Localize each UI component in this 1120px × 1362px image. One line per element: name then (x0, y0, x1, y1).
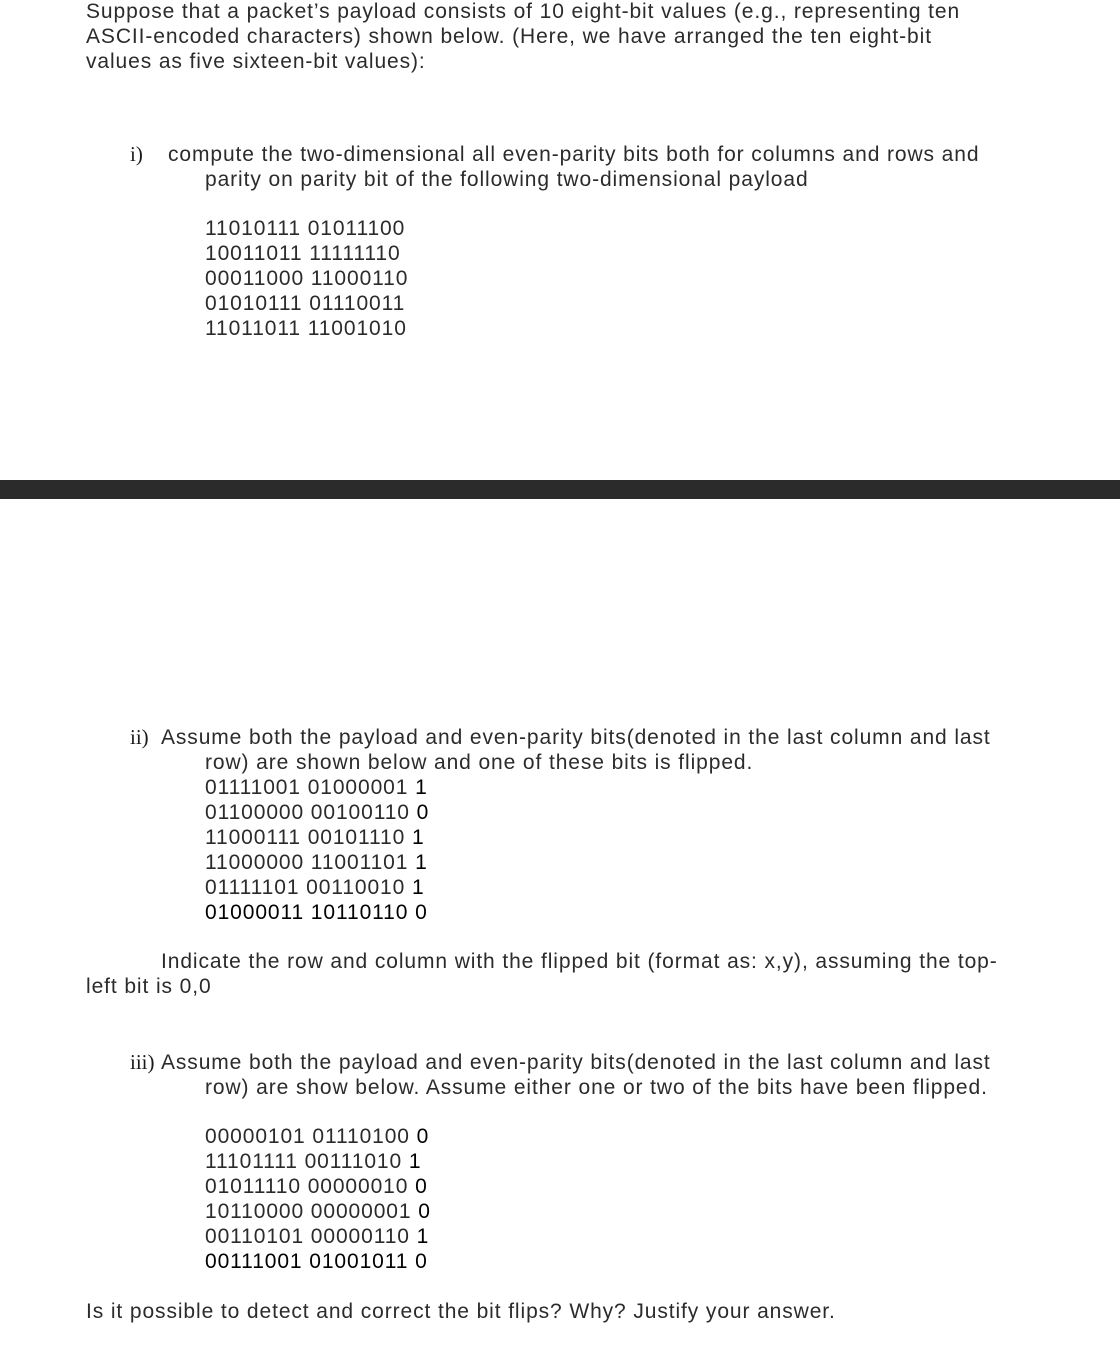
parity-row (205, 900, 429, 925)
payload-row: 11010111 01011100 (205, 217, 406, 240)
question-text: Assume both the payload and even-parity bits(denoted in the last column and last (161, 1051, 991, 1074)
question-text-continued: row) are show below. Assume either one or two of the bits have been flipped. (205, 1076, 988, 1099)
row-parity-bit: 1 (416, 1225, 430, 1248)
row-bits: 00110101 00000110 (205, 1225, 410, 1248)
row-bits: 11101111 00111010 (205, 1150, 403, 1173)
payload-rows-ii (205, 775, 429, 925)
row-bits: 00000101 01110100 (205, 1125, 410, 1148)
payload-row (205, 1124, 431, 1149)
row-bits: 11000000 11001101 (205, 851, 409, 874)
payload-row (205, 1224, 431, 1249)
payload-row (205, 775, 429, 800)
question-text-continued: row) are shown below and one of these bits is flipped. (205, 751, 754, 774)
question-ii-instruction (86, 949, 998, 999)
payload-row: 01010111 01110011 (205, 292, 406, 315)
question-numeral: iii) (130, 1050, 155, 1074)
row-bits: 10110000 00000001 (205, 1200, 412, 1223)
row-bits: 11000111 00101110 (205, 826, 406, 849)
payload-row (205, 850, 429, 875)
payload-row (205, 825, 429, 850)
payload-row: 10011011 11111110 (205, 242, 401, 265)
instruction-text-continued: left bit is 0,0 (86, 975, 212, 998)
payload-row (205, 1174, 431, 1199)
question-i (130, 142, 979, 192)
row-parity-bit: 0 (416, 801, 430, 824)
row-parity-bit: 0 (416, 1125, 430, 1148)
row-parity-bit: 0 (415, 1175, 428, 1198)
row-parity-bit: 1 (411, 826, 425, 849)
intro-line: Suppose that a packet’s payload consists of 10 eight-bit values (e.g., representing ten (86, 0, 961, 23)
page-divider (0, 480, 1120, 499)
row-parity-bit: 1 (408, 1150, 422, 1173)
question-numeral: i) (130, 142, 143, 166)
question-text: Assume both the payload and even-parity bits(denoted in the last column and last (161, 726, 991, 749)
payload-row (205, 800, 429, 825)
row-parity-bit: 0 (415, 901, 428, 924)
intro-line: ASCII-encoded characters) shown below. (Here, we have arranged the ten eight-bit (86, 25, 932, 48)
row-bits: 01000011 10110110 (205, 901, 409, 924)
instruction-text: Indicate the row and column with the flipped bit (format as: x,y), assuming the top- (161, 950, 998, 973)
row-bits: 01100000 00100110 (205, 801, 410, 824)
payload-row (205, 1149, 431, 1174)
row-parity-bit: 0 (418, 1200, 431, 1223)
question-numeral: ii) (130, 725, 149, 749)
final-question (86, 1299, 836, 1324)
row-parity-bit: 1 (415, 776, 428, 799)
row-parity-bit: 1 (411, 876, 425, 899)
question-iii (130, 1050, 991, 1100)
row-parity-bit: 0 (415, 1250, 428, 1273)
final-question-text: Is it possible to detect and correct the bit flips? Why? Justify your answer. (86, 1300, 836, 1323)
payload-row (205, 1199, 431, 1224)
row-bits: 01011110 00000010 (205, 1175, 409, 1198)
payload-row: 11011011 11001010 (205, 317, 407, 340)
intro-line: values as five sixteen-bit values): (86, 50, 426, 73)
question-ii (130, 725, 991, 775)
payload-row (205, 875, 429, 900)
row-bits: 01111101 00110010 (205, 876, 406, 899)
row-parity-bit: 1 (415, 851, 428, 874)
payload-rows-i (205, 216, 408, 341)
parity-row (205, 1249, 431, 1274)
intro-paragraph (86, 0, 960, 74)
payload-rows-iii (205, 1124, 431, 1274)
row-bits: 00111001 01001011 (205, 1250, 409, 1273)
payload-row: 00011000 11000110 (205, 267, 409, 290)
question-text-continued: parity on parity bit of the following two-dimensional payload (205, 168, 809, 191)
row-bits: 01111001 01000001 (205, 776, 409, 799)
question-text: compute the two-dimensional all even-parity bits both for columns and rows and (168, 143, 980, 166)
